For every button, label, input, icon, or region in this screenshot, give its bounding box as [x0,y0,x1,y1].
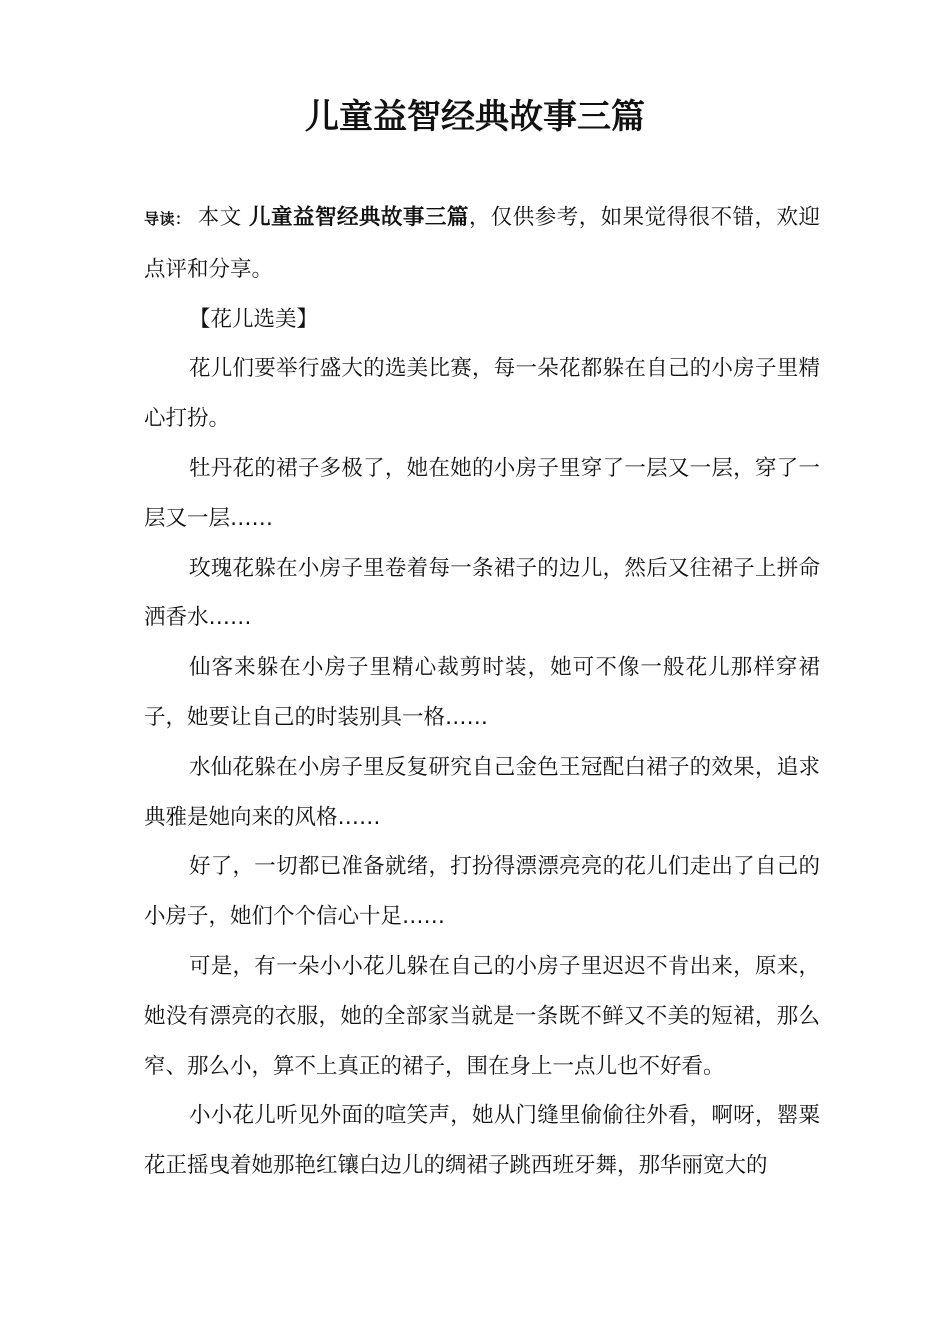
story-paragraph: 花儿们要举行盛大的选美比赛，每一朵花都躲在自己的小房子里精心打扮。 [144,356,820,432]
story-paragraph: 可是，有一朵小小花儿躲在自己的小房子里迟迟不肯出来，原来，她没有漂亮的衣服，她的全部家当就是一条既不鲜又不美的短裙，那么窄、那么小，算不上真正的裙子，围在身上一点儿也不好看。 [144,953,820,1079]
story-paragraph: 小小花儿听见外面的喧笑声，她从门缝里偷偷往外看，啊呀，罂粟花正摇曳着她那艳红镶白边儿的绸裙子跳西班牙舞，那华丽宽大的 [144,1103,820,1179]
story-paragraph: 仙客来躲在小房子里精心裁剪时装，她可不像一般花儿那样穿裙子，她要让自己的时装别具一格…… [144,655,820,730]
lead-title-reference: 儿童益智经典故事三篇 [249,205,469,230]
story-paragraph: 好了，一切都已准备就绪，打扮得漂漂亮亮的花儿们走出了自己的小房子，她们个个信心十足…… [144,854,820,930]
lead-prefix: 本文 [190,205,250,230]
lead-suffix: ，仅供参考，如果觉得很不错，欢迎点评和分享。 [144,205,820,282]
story-paragraph: 水仙花躲在小房子里反复研究自己金色王冠配白裙子的效果，追求典雅是她向来的风格…… [144,754,820,830]
section-heading: 【花儿选美】 [189,306,319,332]
lead-paragraph [144,193,820,295]
lead-label: 导读： [144,210,191,228]
document-title: 儿童益智经典故事三篇 [305,97,645,137]
story-paragraph: 牡丹花的裙子多极了，她在她的小房子里穿了一层又一层，穿了一层又一层…… [144,455,820,531]
story-paragraph: 玫瑰花躲在小房子里卷着每一条裙子的边儿，然后又往裙子上拼命洒香水…… [144,555,820,631]
document-body [144,193,820,1191]
